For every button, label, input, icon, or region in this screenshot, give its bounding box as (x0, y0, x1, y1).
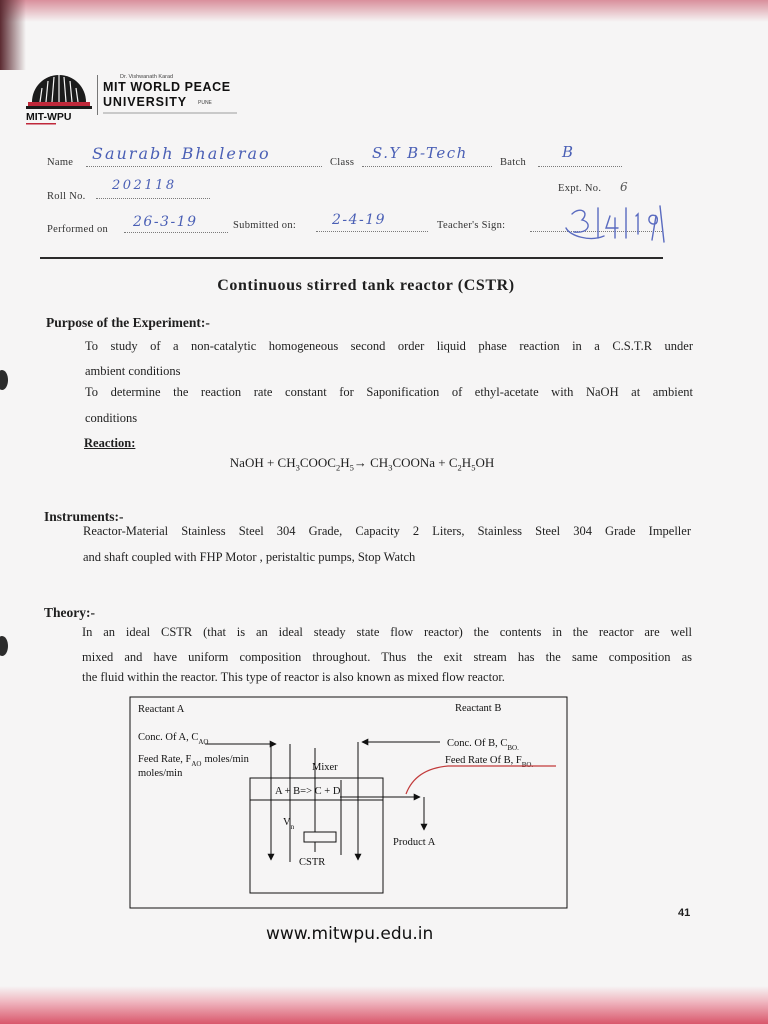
theory-heading: Theory:- (44, 605, 95, 620)
conc-b-text: Conc. Of B, C (447, 738, 508, 749)
teacher-signature (560, 198, 670, 248)
reaction-equation (0, 455, 724, 473)
reaction-label: A + B=> C + D (275, 786, 341, 797)
equation-part: COOC (299, 455, 336, 470)
performed-label: Performed on (47, 224, 109, 235)
feed-a-unit-line2: moles/min (138, 768, 183, 779)
feed-b-label (445, 755, 533, 769)
equation-subscript: 3 (388, 462, 393, 473)
expt-value: 6 (620, 180, 630, 194)
class-label: Class (330, 157, 355, 168)
submitted-value: 2-4-19 (332, 212, 387, 228)
red-pen-mark (406, 766, 556, 794)
equation-subscript: 3 (295, 462, 300, 473)
logo-text: MIT-WPU (26, 111, 72, 123)
logo-divider (97, 75, 98, 115)
volume-subscript: n (290, 823, 295, 831)
equation-subscript: 2 (335, 462, 341, 473)
volume-label (283, 817, 295, 831)
equation-subscript: 2 (457, 462, 462, 473)
reactant-a-label: Reactant A (138, 704, 185, 715)
university-city: PUNE (198, 100, 212, 106)
equation-part: NaOH + CH (229, 455, 296, 470)
binder-hole (0, 370, 8, 390)
class-value: S.Y B-Tech (372, 144, 468, 162)
batch-value: B (562, 143, 575, 161)
equation-part: H (340, 455, 350, 470)
expt-label: Expt. No. (558, 183, 602, 194)
feed-b-subscript: BO. (521, 761, 534, 769)
feed-a-label (138, 754, 250, 768)
university-name-line2: UNIVERSITY (103, 95, 188, 109)
website-url: www.mitwpu.edu.in (266, 924, 434, 944)
equation-subscript: 5 (349, 462, 354, 473)
conc-a-label (138, 732, 209, 746)
text-line: In an ideal CSTR (that is an ideal steady state flow reactor) the contents in the reactor are well (82, 625, 692, 639)
text-line: the fluid within the reactor. This type of reactor is also known as mixed flow reactor. (82, 670, 505, 684)
product-label: Product A (393, 837, 436, 848)
equation-part: → CH (353, 455, 389, 470)
text-line: ambient conditions (85, 364, 181, 378)
roll-underline (96, 198, 210, 199)
feed-a-unit: moles/min (204, 754, 249, 765)
page-number: 41 (678, 907, 691, 919)
founder-name: Dr. Vishwanath Karad (120, 74, 174, 80)
reaction-heading: Reaction: (84, 436, 136, 450)
conc-a-subscript: AO (198, 738, 209, 746)
teacher-sign-label: Teacher's Sign: (437, 220, 506, 231)
page-top-edge (0, 0, 768, 22)
name-value: Saurabh Bhalerao (92, 144, 271, 163)
text-line: Reactor-Material Stainless Steel 304 Grade, Capacity 2 Liters, Stainless Steel 304 Grade Impeller (83, 524, 691, 538)
instruments-heading: Instruments:- (44, 509, 124, 524)
university-name-line1: MIT WORLD PEACE (103, 80, 231, 94)
performed-value: 26-3-19 (133, 214, 198, 230)
reactor-label: CSTR (299, 857, 326, 868)
diagram-frame (130, 697, 567, 908)
mixer-label: Mixer (312, 762, 338, 773)
equation-part: OH (475, 455, 495, 470)
page-bottom-edge (0, 986, 768, 1024)
submitted-underline (316, 231, 428, 232)
roll-label: Roll No. (47, 191, 86, 202)
roll-value: 202118 (112, 178, 177, 193)
text-line: To determine the reaction rate constant for Saponification of ethyl-acetate with NaOH at ambient (85, 385, 693, 399)
equation-part: H (461, 455, 472, 470)
university-logo (22, 64, 96, 126)
batch-underline (538, 166, 622, 167)
logo-tagline-bar (103, 112, 237, 114)
text-line: and shaft coupled with FHP Motor , peristaltic pumps, Stop Watch (83, 550, 416, 564)
name-label: Name (47, 157, 74, 168)
conc-a-text: Conc. Of A, C (138, 732, 199, 743)
feed-b-text: Feed Rate Of B, F (445, 755, 522, 766)
equation-subscript: 5 (471, 462, 476, 473)
equation-part: COONa + C (392, 455, 458, 470)
header-rule (40, 257, 663, 259)
submitted-label: Submitted on: (233, 220, 297, 231)
name-underline (86, 166, 322, 167)
text-line: To study of a non-catalytic homogeneous second order liquid phase reaction in a C.S.T.R under (85, 339, 693, 353)
mixer-impeller (304, 832, 336, 842)
feed-a-subscript: AO (191, 760, 202, 768)
page-title: Continuous stirred tank reactor (CSTR) (217, 277, 515, 294)
feed-a-text: Feed Rate, F (138, 754, 192, 765)
class-underline (362, 166, 492, 167)
performed-underline (124, 232, 228, 233)
volume-text: V (283, 817, 291, 828)
conc-b-subscript: BO. (507, 744, 519, 752)
cstr-diagram (0, 680, 768, 920)
purpose-heading: Purpose of the Experiment:- (46, 315, 210, 330)
conc-b-label (447, 738, 519, 752)
batch-label: Batch (500, 157, 526, 168)
text-line: conditions (85, 411, 138, 425)
reactant-b-label: Reactant B (455, 703, 502, 714)
page-corner-shadow (0, 0, 26, 70)
binder-hole (0, 636, 8, 656)
text-line: mixed and have uniform composition throughout. Thus the exit stream has the same composition as (82, 650, 692, 664)
